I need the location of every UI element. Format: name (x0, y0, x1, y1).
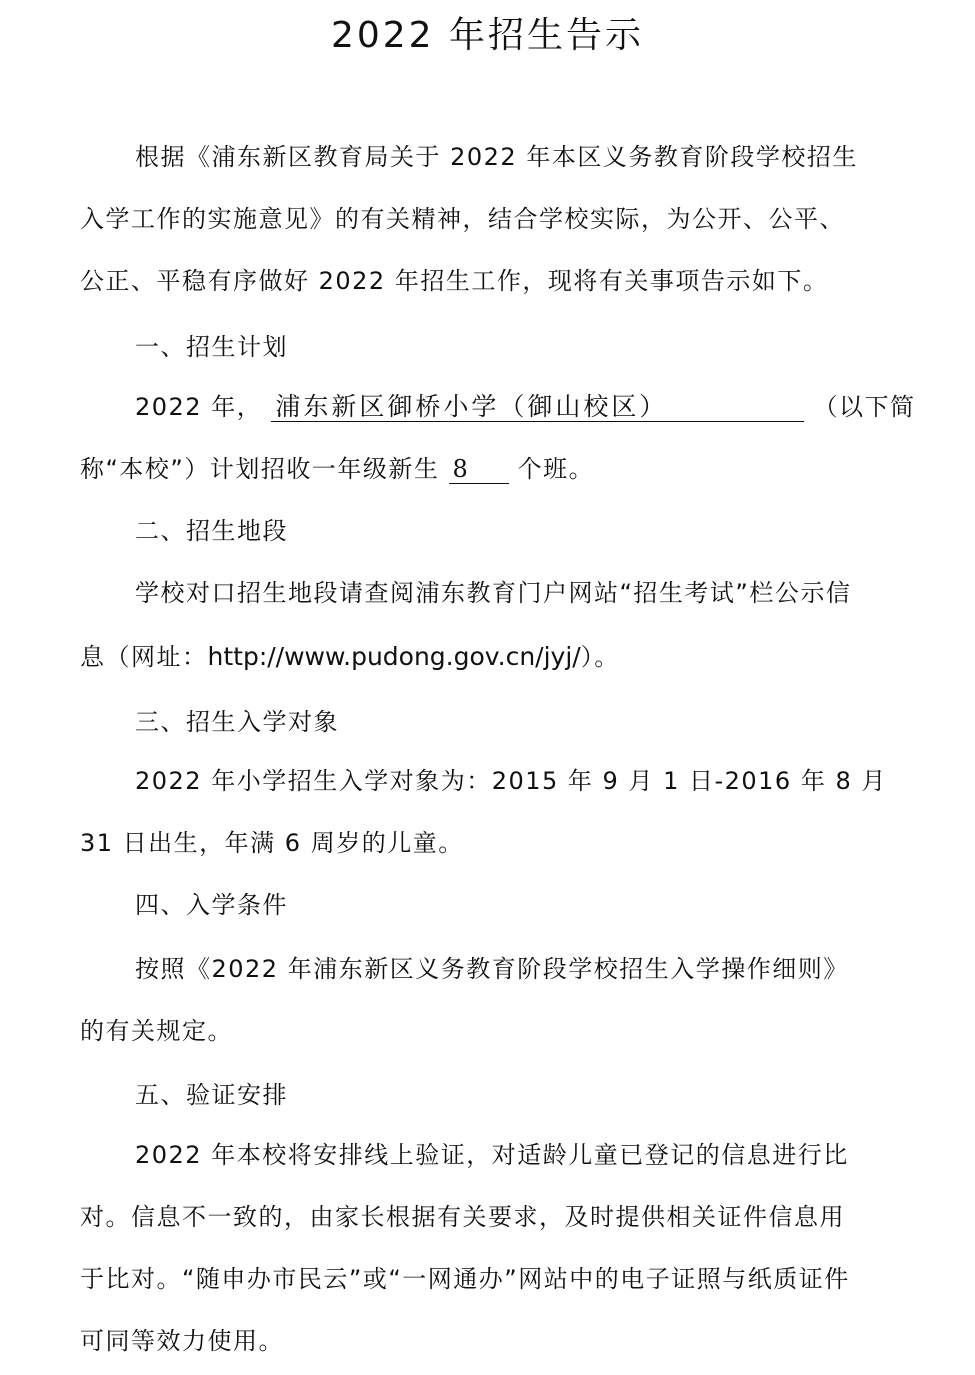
portal-url-link[interactable]: http://www.pudong.gov.cn/jyj/ (207, 642, 581, 671)
intro-line-1: 根据《浦东新区教育局关于 2022 年本区义务教育阶段学校招生 (135, 143, 858, 171)
plan-abbr-suffix: （以下简 (813, 393, 916, 421)
plan-year-prefix: 2022 年， (135, 393, 263, 421)
zone-line-2-suffix: ）。 (580, 643, 620, 671)
zone-line-1: 学校对口招生地段请查阅浦东教育门户网站“招生考试”栏公示信 (135, 579, 852, 607)
section-heading-eligible: 三、招生入学对象 (135, 708, 339, 736)
intro-line-2: 入学工作的实施意见》的有关精神，结合学校实际，为公开、公平、 (80, 205, 845, 233)
conditions-line-2: 的有关规定。 (80, 1017, 233, 1045)
plan-line-1 (135, 390, 916, 424)
plan-line-2 (80, 452, 594, 486)
intro-line-3: 公正、平稳有序做好 2022 年招生工作，现将有关事项告示如下。 (80, 267, 829, 295)
verification-line-1: 2022 年本校将安排线上验证，对适龄儿童已登记的信息进行比 (135, 1141, 849, 1169)
school-name-field: 浦东新区御桥小学（御山校区） (271, 393, 804, 422)
class-count-field: 8 (449, 455, 509, 484)
plan-line-2-prefix: 称“本校”）计划招收一年级新生 (80, 455, 440, 483)
verification-line-2: 对。信息不一致的，由家长根据有关要求，及时提供相关证件信息用 (80, 1203, 845, 1231)
plan-line-2-suffix: 个班。 (517, 455, 595, 483)
section-heading-verification: 五、验证安排 (135, 1081, 288, 1109)
eligible-line-1: 2022 年小学招生入学对象为：2015 年 9 月 1 日-2016 年 8 月 (135, 767, 887, 795)
eligible-line-2: 31 日出生，年满 6 周岁的儿童。 (80, 829, 464, 857)
verification-line-3: 于比对。“随申办市民云”或“一网通办”网站中的电子证照与纸质证件 (80, 1265, 850, 1293)
zone-line-2 (80, 640, 620, 674)
zone-line-2-prefix: 息（网址： (80, 643, 208, 671)
section-heading-plan: 一、招生计划 (135, 333, 288, 361)
page-title: 2022 年招生告示 (330, 15, 645, 56)
section-heading-zone: 二、招生地段 (135, 517, 288, 545)
conditions-line-1: 按照《2022 年浦东新区义务教育阶段学校招生入学操作细则》 (135, 955, 849, 983)
section-heading-conditions: 四、入学条件 (135, 891, 288, 919)
verification-line-4: 可同等效力使用。 (80, 1327, 284, 1355)
